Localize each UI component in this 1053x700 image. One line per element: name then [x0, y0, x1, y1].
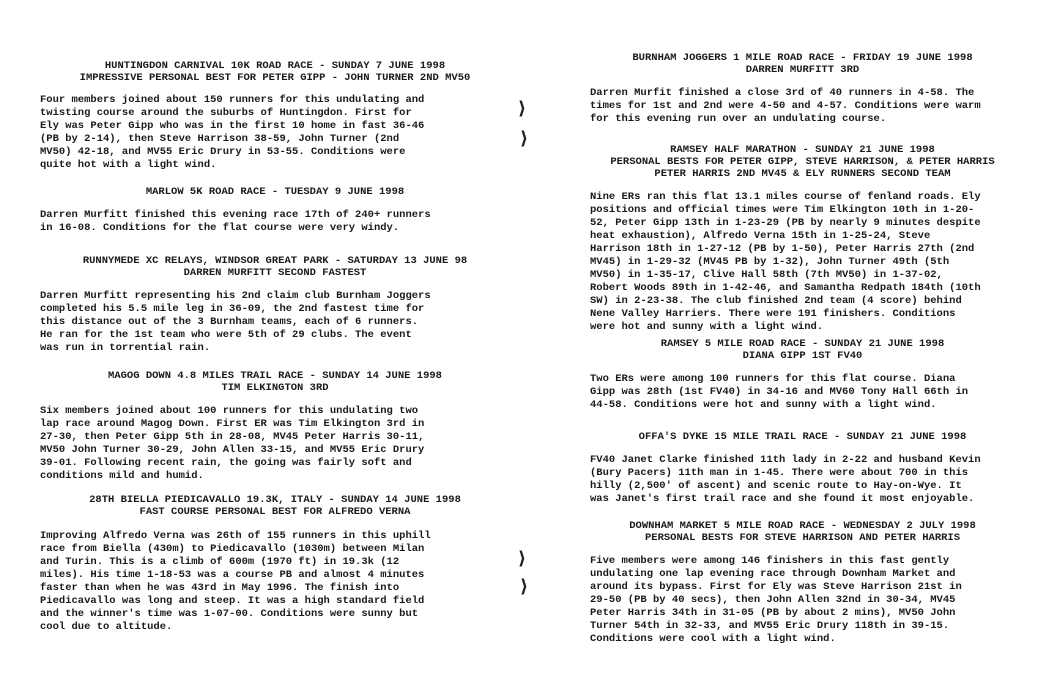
fold-mark: ⟩: [520, 576, 529, 597]
article-body: Improving Alfredo Verna was 26th of 155 runners in this uphill race from Biella (430m) to Piedicavallo (1030m) between Milan and Turin. This is a climb of 600m (1970 ft) in 19.3k (12 miles). His time 1-18-53 was a course PB and almost 4 minutes faster than when he was 43rd in May 1996. The finish into Piedicavallo was long and steep. It was a high standard field and the winner's time was 1-07-00. Conditions were sunny but cool due to altitude.: [40, 530, 431, 633]
article-subtitle: IMPRESSIVE PERSONAL BEST FOR PETER GIPP - JOHN TURNER 2ND MV50: [79, 72, 471, 84]
article-ramsey-5: [590, 338, 1015, 412]
article-title: OFFA'S DYKE 15 MILE TRAIL RACE - SUNDAY 21 JUNE 1998: [638, 431, 967, 443]
article-magog: [40, 370, 510, 483]
article-title: RAMSEY 5 MILE ROAD RACE - SUNDAY 21 JUNE 1998: [660, 338, 945, 350]
article-subtitle: PERSONAL BESTS FOR PETER GIPP, STEVE HARRISON, & PETER HARRIS PETER HARRIS 2ND MV45 & ELY RUNNERS SECOND TEAM: [610, 156, 995, 180]
right-page: [590, 0, 1015, 700]
article-title: MARLOW 5K ROAD RACE - TUESDAY 9 JUNE 1998: [145, 186, 405, 198]
article-marlow: [40, 186, 510, 235]
article-body: Darren Murfit finished a close 3rd of 40 runners in 4-58. The times for 1st and 2nd were 4-50 and 4-57. Conditions were warm for this evening run over an undulating course.: [590, 87, 981, 125]
fold-mark: ⟩: [520, 128, 529, 149]
article-huntingdon: [40, 60, 510, 172]
article-body: Two ERs were among 100 runners for this flat course. Diana Gipp was 28th (1st FV40) in 34-16 and MV60 Tony Hall 66th in 44-58. Conditions were hot and sunny with a light wind.: [590, 373, 969, 411]
article-body: Five members were among 146 finishers in this fast gently undulating one lap evening race through Downham Market and around its bypass. First for Ely was Steve Harrison 21st in 29-50 (PB by 40 secs), then John Allen 32nd in 30-34, MV45 Peter Harris 34th in 31-05 (PB by about 2 mins), MV50 John Turner 54th in 32-33, and MV55 Eric Drury 118th in 39-15. Conditions were cool with a light wind.: [590, 555, 962, 645]
article-title: RAMSEY HALF MARATHON - SUNDAY 21 JUNE 1998: [670, 144, 935, 156]
article-body: Nine ERs ran this flat 13.1 miles course of fenland roads. Ely positions and official times were Tim Elkington 10th in 1-20- 52, Peter Gipp 13th in 1-23-29 (PB by nearly 9 minutes despite heat exhaustion), Alfredo Verna 15th in 1-25-24, Steve Harrison 18th in 1-27-12 (PB by 1-50), Peter Harris 27th (2nd MV45) in 1-29-32 (MV45 PB by 1-32), John Turner 49th (5th MV50) in 1-35-17, Clive Hall 58th (7th MV50) in 1-37-02, Robert Woods 89th in 1-42-46, and Samantha Redpath 184th (10th SW) in 2-23-38. The club finished 2nd team (4 score) behind Nene Valley Harriers. There were 191 finishers. Conditions were hot and sunny with a light wind.: [590, 191, 981, 333]
article-body: Darren Murfitt representing his 2nd claim club Burnham Joggers completed his 5.5 mile leg in 36-09, the 2nd fastest time for this distance out of the 3 Burnham teams, each of 6 runners. He ran for the 1st team who were 5th of 29 clubs. The event was run in torrential rain.: [40, 290, 431, 354]
article-title: RUNNYMEDE XC RELAYS, WINDSOR GREAT PARK - SATURDAY 13 JUNE 98: [82, 255, 468, 267]
article-subtitle: FAST COURSE PERSONAL BEST FOR ALFREDO VERNA: [139, 506, 411, 518]
article-body: Four members joined about 150 runners for this undulating and twisting course around the suburbs of Huntingdon. First for Ely was Peter Gipp who was in the first 10 home in fast 36-46 (PB by 2-14), then Steve Harrison 38-59, John Turner (2nd MV50) 42-18, and MV55 Eric Drury in 53-55. Conditions were quite hot with a light wind.: [40, 94, 425, 171]
article-subtitle: DARREN MURFITT 3RD: [745, 64, 860, 76]
article-title: BURNHAM JOGGERS 1 MILE ROAD RACE - FRIDAY 19 JUNE 1998: [632, 52, 973, 64]
article-subtitle: TIM ELKINGTON 3RD: [221, 382, 329, 394]
article-title: HUNTINGDON CARNIVAL 10K ROAD RACE - SUNDAY 7 JUNE 1998: [104, 60, 446, 72]
left-page: [40, 0, 510, 700]
article-title: DOWNHAM MARKET 5 MILE ROAD RACE - WEDNESDAY 2 JULY 1998: [629, 520, 976, 532]
article-body: Six members joined about 100 runners for this undulating two lap race around Magog Down. First ER was Tim Elkington 3rd in 27-30, then Peter Gipp 5th in 28-08, MV45 Peter Harris 30-11, MV50 John Turner 30-29, John Allen 33-15, and MV55 Eric Drury 39-01. Following recent rain, the going was fairly soft and conditions mild and humid.: [40, 405, 425, 482]
article-body: Darren Murfitt finished this evening race 17th of 240+ runners in 16-08. Conditions for the flat course were very windy.: [40, 209, 431, 234]
article-offas-dyke: [590, 431, 1015, 506]
article-subtitle: PERSONAL BESTS FOR STEVE HARRISON AND PETER HARRIS: [644, 532, 961, 544]
article-subtitle: DARREN MURFITT SECOND FASTEST: [183, 267, 367, 279]
fold-mark: ⟩: [518, 98, 527, 119]
article-biella: [40, 494, 510, 634]
article-burnham: [590, 52, 1015, 126]
article-downham: [590, 520, 1015, 646]
article-title: 28TH BIELLA PIEDICAVALLO 19.3K, ITALY - SUNDAY 14 JUNE 1998: [89, 494, 461, 506]
article-ramsey-half: [590, 144, 1015, 334]
article-body: FV40 Janet Clarke finished 11th lady in 2-22 and husband Kevin (Bury Pacers) 11th man in 1-45. There were about 700 in this hilly (2,500' of ascent) and scenic route to Hay-on-Wye. It was Janet's first trail race and she found it most enjoyable.: [590, 454, 981, 505]
article-runnymede: [40, 255, 510, 355]
fold-mark: ⟩: [518, 548, 527, 569]
article-title: MAGOG DOWN 4.8 MILES TRAIL RACE - SUNDAY 14 JUNE 1998: [108, 370, 442, 382]
article-subtitle: DIANA GIPP 1ST FV40: [742, 350, 863, 362]
